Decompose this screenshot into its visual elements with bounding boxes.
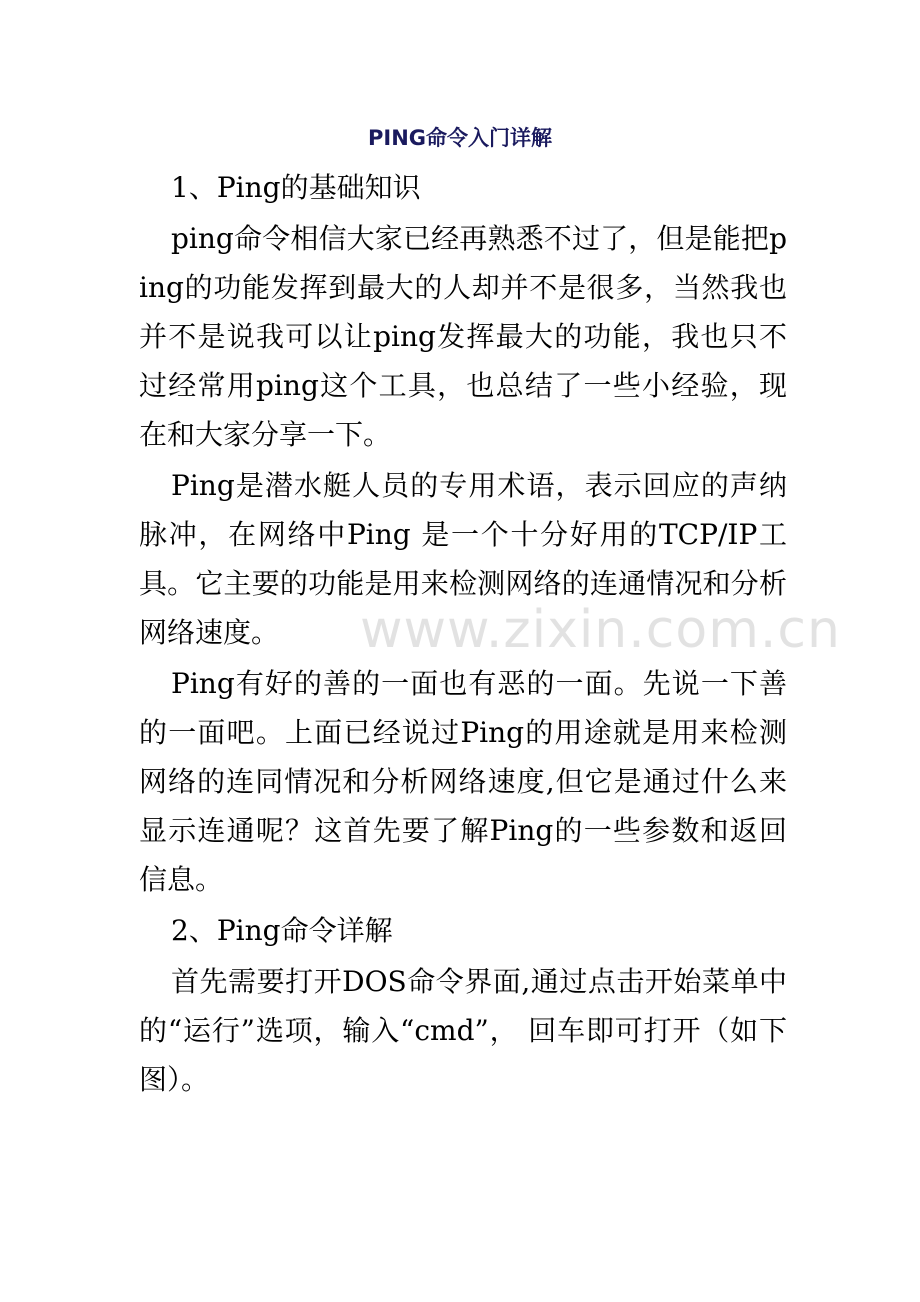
section-heading-1: 1、Ping的基础知识: [171, 171, 421, 204]
paragraph: ping命令相信大家已经再熟悉不过了，但是能把ping的功能发挥到最大的人却并不是很多，当然我也并不是说我可以让ping发挥最大的功能，我也只不过经常用ping这个工具，也总结了一些小经验，现在和大家分享一下。: [139, 222, 787, 451]
section-heading-2: 2、Ping命令详解: [171, 914, 393, 947]
paragraph: Ping有好的善的一面也有恶的一面。先说一下善的一面吧。上面已经说过Ping的用途就是用来检测网络的连同情况和分析网络速度,但它是通过什么来显示连通呢？这首先要了解Ping的一些参数和返回信息。: [139, 667, 787, 896]
paragraph: 首先需要打开DOS命令界面,通过点击开始菜单中的“运行”选项，输入“cmd”， 回车即可打开（如下图）。: [139, 965, 787, 1096]
document-title: PING命令入门详解: [367, 126, 553, 150]
watermark: www.zixin.com.cn: [360, 600, 841, 660]
document-body: [139, 163, 787, 1106]
paragraph: Ping是潜水艇人员的专用术语，表示回应的声纳脉冲，在网络中Ping 是一个十分好用的TCP/IP工具。它主要的功能是用来检测网络的连通情况和分析网络速度。: [139, 469, 787, 649]
